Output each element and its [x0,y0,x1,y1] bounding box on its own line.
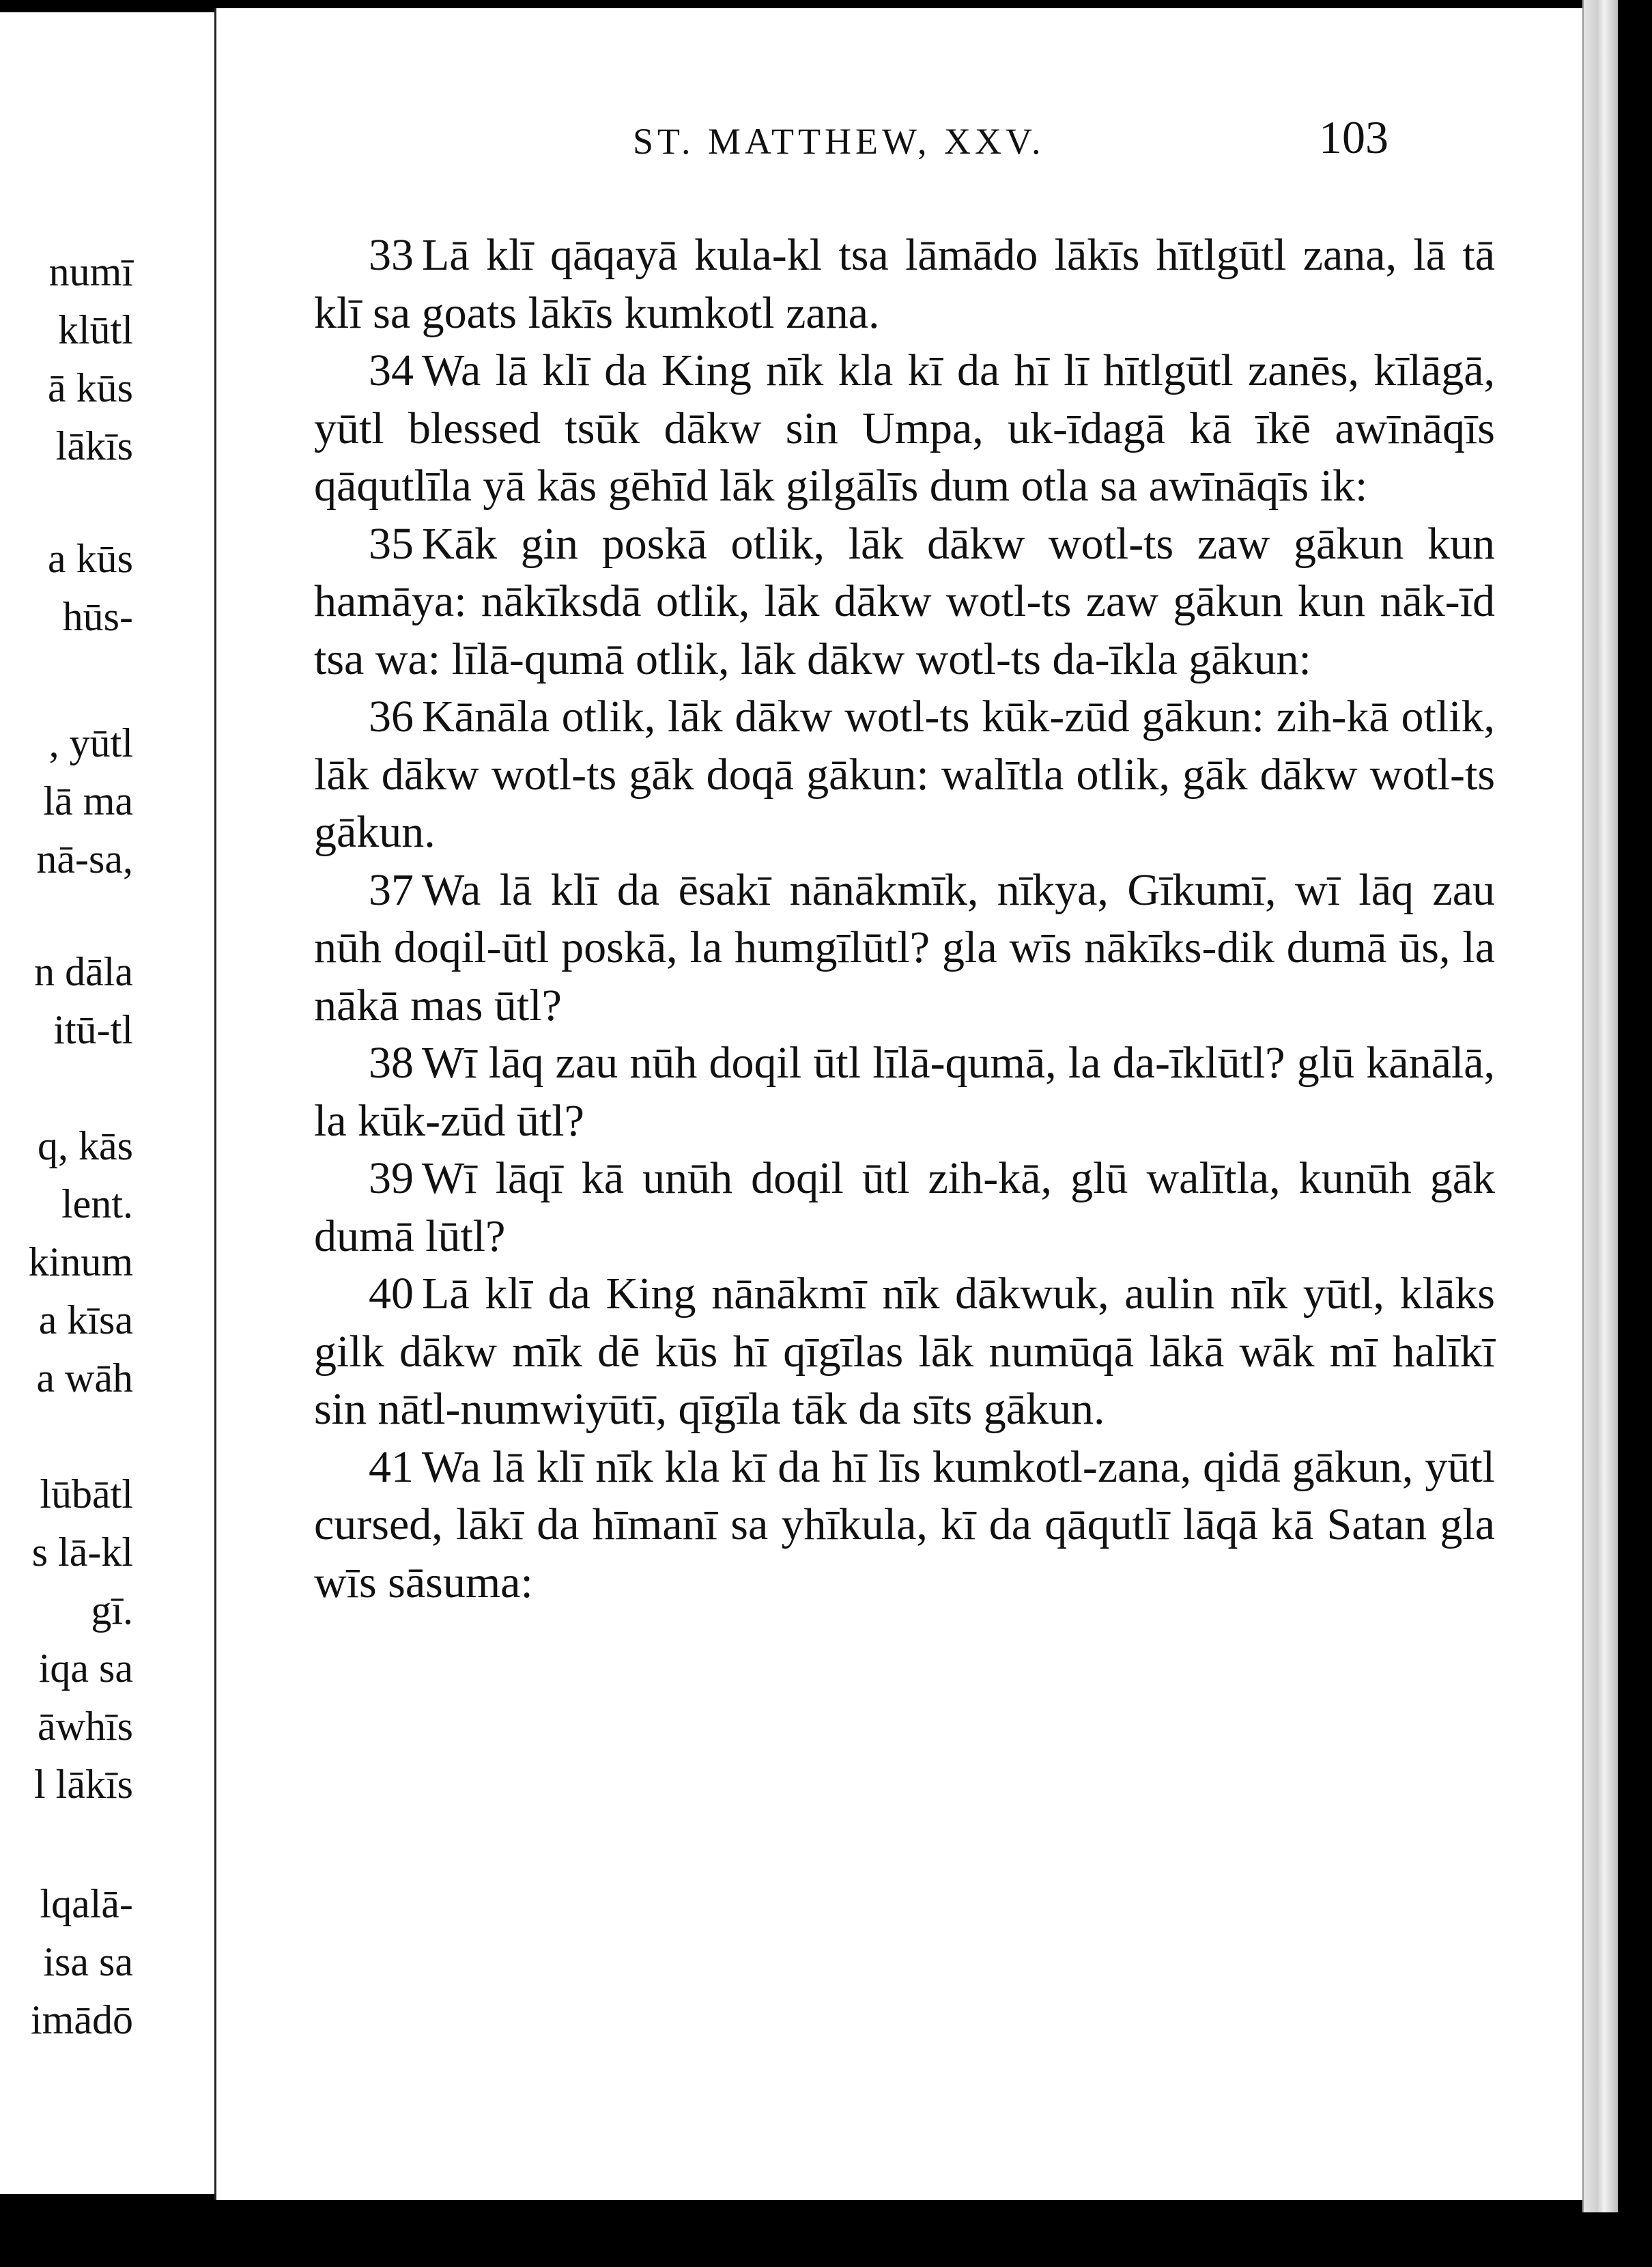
left-line: ā kūs [48,365,133,410]
verse-number: 36 [369,692,414,742]
left-line: āwhīs [38,1704,133,1749]
left-line: itū-tl [53,1007,133,1052]
left-line: a kīsa [38,1297,133,1342]
left-line: l lākīs [34,1762,133,1807]
verse-number: 38 [369,1038,414,1088]
verse [314,1439,1495,1612]
page-header [216,111,1590,172]
page-number: 103 [1319,111,1388,163]
verse-number: 37 [369,864,414,915]
left-line: a kūs [48,536,133,581]
left-line: q, kās [38,1123,133,1168]
verse-text: Wī lāqī kā unūh doqil ūtl zih-kā, glū walītla, kunūh gāk dumā lūtl? [314,1153,1495,1261]
verse-text: Wa lā klī nīk kla kī da hī līs kumkotl-zana, qidā gākun, yūtl cursed, lākī da hīmanī sa yhīkula, kī da qāqutlī lāqā kā Satan gla wīs sāsuma: [314,1441,1495,1607]
left-line: gī. [91,1588,133,1633]
verse-text: Kānāla otlik, lāk dākw wotl-ts kūk-zūd gākun: zih-kā otlik, lāk dākw wotl-ts gāk doqā gākun: walītla otlik, gāk dākw wotl-ts gākun. [314,692,1495,857]
verse-text: Kāk gin poskā otlik, lāk dākw wotl-ts zaw gākun kun hamāya: nākīksdā otlik, lāk dākw wotl-ts zaw gākun kun nāk-īd tsa wa: līlā-qumā otlik, lāk dākw wotl-ts da-īkla gākun: [314,518,1495,684]
verse-text: Wa lā klī da King nīk kla kī da hī lī hītlgūtl zanēs, kīlāgā, yūtl blessed tsūk dākw sin Umpa, uk-īdagā kā īkē awīnāqīs qāqutlīla yā kās gēhīd lāk gilgālīs dum otla sa awīnāqīs ik: [314,346,1495,511]
scripture-text [314,227,1495,1611]
verse [314,516,1495,689]
left-page-fragment [0,12,238,2194]
left-line: lūbātl [40,1472,133,1517]
verse-number: 40 [369,1269,414,1319]
verse [314,1265,1495,1439]
page-edge [1582,0,1618,2212]
verse-text: Wī lāq zau nūh doqil ūtl līlā-qumā, la da-īklūtl? glū kānālā, la kūk-zūd ūtl? [314,1038,1495,1146]
verse [314,862,1495,1035]
left-line: nā-sa, [36,836,133,882]
verse-number: 34 [369,346,414,395]
left-line: isa sa [43,1939,133,1984]
verse [314,1034,1495,1150]
right-page [214,8,1590,2200]
verse [314,688,1495,862]
left-line: iqa sa [38,1646,133,1691]
verse [314,342,1495,516]
verse [314,227,1495,342]
verse-number: 35 [369,518,414,569]
verse-number: 41 [369,1441,414,1492]
verse-text: Lā klī da King nānākmī nīk dākwuk, aulin nīk yūtl, klāks gilk dākw mīk dē kūs hī qīgīlas lāk numūqā lākā wāk mī halīkī sin nātl-numwiyūtī, qīgīla tāk da sīts gākun. [314,1269,1495,1434]
left-line: lākīs [55,423,133,468]
left-line: , yūtl [48,720,133,765]
left-line: hūs- [62,594,133,639]
left-line: a wāh [36,1355,133,1400]
left-line: imādō [31,1997,133,2042]
left-line: lent. [61,1181,133,1226]
verse-number: 39 [369,1153,414,1203]
left-line: lā ma [43,778,133,823]
left-line: numī [48,249,133,294]
left-line: klūtl [57,307,133,352]
left-line: s lā-kl [31,1530,133,1575]
left-line: lqalā- [40,1881,133,1926]
running-title: ST. MATTHEW, XXV. [633,121,1045,162]
left-line: n dāla [34,949,133,994]
verse-text: Wa lā klī da ēsakī nānākmīk, nīkya, Gīkumī, wī lāq zau nūh doqil-ūtl poskā, la humgīlūtl? gla wīs nākīks-dik dumā ūs, la nākā mas ūtl? [314,864,1495,1030]
verse [314,1150,1495,1265]
left-line: kinum [28,1239,133,1284]
verse-number: 33 [369,230,414,280]
verse-text: Lā klī qāqayā kula-kl tsa lāmādo lākīs hītlgūtl zana, lā tā klī sa goats lākīs kumkotl zana. [314,230,1495,338]
